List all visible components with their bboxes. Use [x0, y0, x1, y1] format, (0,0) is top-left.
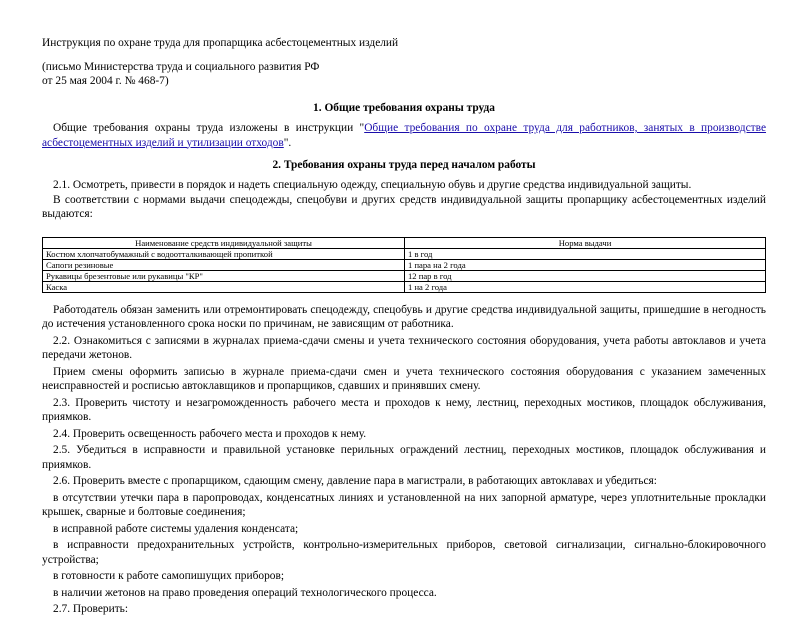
- table-cell: 1 в год: [405, 248, 766, 259]
- document-page: [42, 36, 766, 619]
- table-header-row: [43, 237, 766, 248]
- table-cell: Каска: [43, 281, 405, 292]
- table-header-cell: Норма выдачи: [405, 237, 766, 248]
- section-1-text-after: ".: [283, 136, 292, 149]
- table-header-cell: Наименование средств индивидуальной защиты: [43, 237, 405, 248]
- paragraph-shift-acceptance: Прием смены оформить записью в журнале приема-сдачи смен и учета технического состояния оборудования с указанием замеченных неисправностей и росписью автоклавщиков и пропарщиков, сдавших и принявших смену.: [42, 365, 766, 392]
- section-1-heading: 1. Общие требования охраны труда: [313, 102, 495, 114]
- paragraph-2-2: 2.2. Ознакомиться с записями в журналах приема-сдачи смены и учета технического состояния оборудования, учета работы автоклавов и учета передачи жетонов.: [42, 334, 766, 361]
- document-title: Инструкция по охране труда для пропарщика асбестоцементных изделий: [42, 37, 399, 49]
- table-row: [43, 281, 766, 292]
- section-1-paragraph: [42, 121, 766, 150]
- paragraph-ppe-intro: В соответствии с нормами выдачи спецодежды, спецобуви и других средств индивидуальной защиты пропарщику асбестоцементных изделий выдаются:: [42, 193, 766, 220]
- paragraph-2-7: 2.7. Проверить:: [53, 603, 129, 615]
- table-row: [43, 248, 766, 259]
- paragraph-2-5: 2.5. Убедиться в исправности и правильной установке перильных ограждений лестниц, переходных мостиков, площадок обслуживания и приямков.: [42, 444, 766, 471]
- table-cell: 1 на 2 года: [405, 281, 766, 292]
- list-item-tokens: в наличии жетонов на право проведения операций технологического процесса.: [53, 586, 437, 599]
- paragraph-2-4: 2.4. Проверить освещенность рабочего места и проходов к нему.: [53, 427, 367, 440]
- section-2-heading: 2. Требования охраны труда перед началом работы: [272, 159, 536, 171]
- source-line-1: (письмо Министерства труда и социального развития РФ: [42, 61, 320, 73]
- ppe-norms-table: [42, 237, 766, 293]
- paragraph-2-6: 2.6. Проверить вместе с пропарщиком, сдающим смену, давление пара в магистрали, в работающих автоклавах и убедиться:: [53, 475, 657, 487]
- section-1-text-before: Общие требования охраны труда изложены в инструкции ": [53, 122, 365, 134]
- list-item-condensate: в исправной работе системы удаления конденсата;: [53, 522, 299, 535]
- table-row: [43, 259, 766, 270]
- table-row: [43, 270, 766, 281]
- table-cell: Костюм хлопчатобумажный с водоотталкивающей пропиткой: [43, 248, 405, 259]
- list-item-recorders: в готовности к работе самопишущих приборов;: [53, 570, 284, 582]
- table-cell: Сапоги резиновые: [43, 259, 405, 270]
- source-line-2: от 25 мая 2004 г. № 468-7): [42, 75, 169, 87]
- document-source: [42, 60, 766, 88]
- paragraph-2-1: 2.1. Осмотреть, привести в порядок и надеть специальную одежду, специальную обувь и другие средства индивидуальной защиты.: [53, 179, 692, 191]
- general-requirements-link[interactable]: Общие требования по охране труда для работников, занятых в производстве асбестоцементных изделий и утилизации отходов: [42, 122, 767, 149]
- paragraph-employer-obligation: Работодатель обязан заменить или отремонтировать спецодежду, спецобувь и другие средства индивидуальной защиты, пришедшие в негодность до истечения установленного срока носки по причинам, не зависящим от работника.: [42, 303, 766, 330]
- paragraph-2-3: 2.3. Проверить чистоту и незагроможденность рабочего места и проходов к нему, лестниц, переходных мостиков, площадок обслуживания, приямков.: [42, 396, 766, 423]
- table-cell: 12 пар в год: [405, 270, 766, 281]
- table-cell: 1 пара на 2 года: [405, 259, 766, 270]
- list-item-safety-devices: в исправности предохранительных устройств, контрольно-измерительных приборов, световой сигнализации, сигнально-блокировочного устройства;: [42, 539, 766, 566]
- table-cell: Рукавицы брезентовые или рукавицы "КР": [43, 270, 405, 281]
- list-item-steam-leaks: в отсутствии утечки пара в паропроводах, конденсатных линиях и установленной на них запорной арматуре, через уплотнительные прокладки крышек, сварные и болтовые соединения;: [42, 491, 766, 518]
